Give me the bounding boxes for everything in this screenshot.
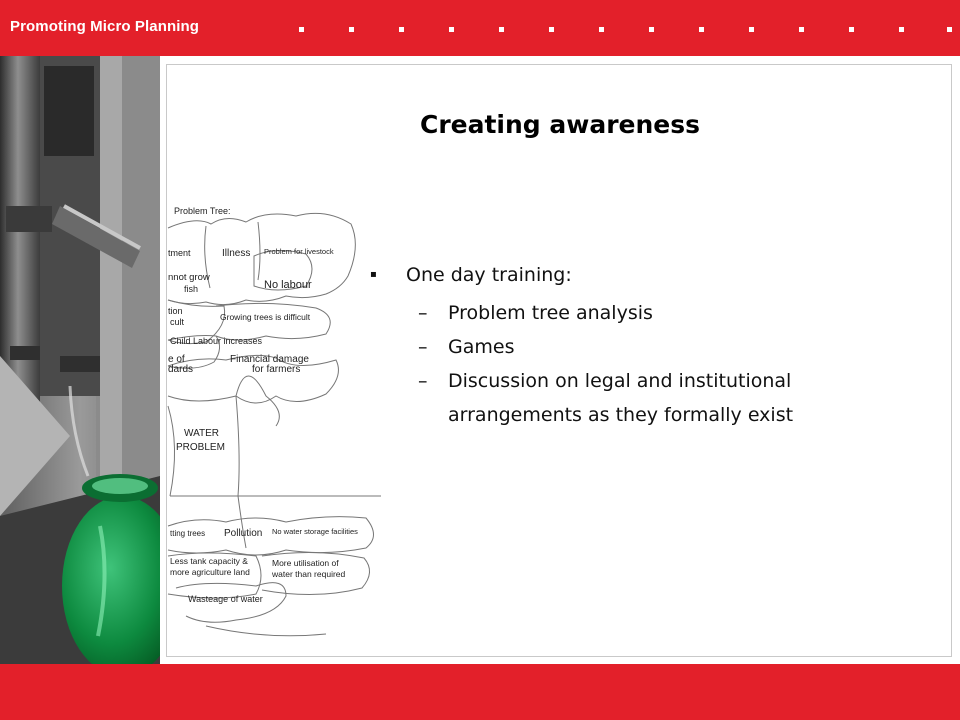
- tree-label-water-than: water than required: [272, 569, 346, 579]
- header-dot: [749, 27, 754, 32]
- tree-label-livestock: Problem for livestock: [264, 247, 334, 256]
- tree-label-more-util: More utilisation of: [272, 558, 339, 568]
- tree-label-for-farmers: for farmers: [252, 364, 301, 375]
- sub-bullet-text: Discussion on legal and institutional: [448, 370, 792, 392]
- tree-label-no-labour: No labour: [264, 279, 312, 291]
- header-dot: [649, 27, 654, 32]
- sub-bullet-continuation: arrangements as they formally exist: [448, 404, 794, 426]
- header-dot: [299, 27, 304, 32]
- tree-label-no-storage: No water storage facilities: [272, 527, 358, 536]
- tree-label-more-agri: more agriculture land: [170, 567, 250, 577]
- header-dot: [399, 27, 404, 32]
- bullet-list: [368, 262, 793, 432]
- tree-label-problem: PROBLEM: [176, 442, 225, 453]
- sub-bullet-marker: –: [418, 370, 428, 392]
- header-dot: [349, 27, 354, 32]
- slide-title: Creating awareness: [419, 110, 701, 139]
- tree-label-wasteage: Wasteage of water: [188, 594, 263, 604]
- water-pump-photo: [0, 56, 160, 664]
- sub-bullet-item: [368, 364, 793, 432]
- tree-label-cannot-grow: nnot grow: [168, 272, 210, 283]
- header-dot: [849, 27, 854, 32]
- footer-bar: [0, 664, 960, 720]
- tree-label-tion: tion: [168, 306, 183, 316]
- header-dot: [899, 27, 904, 32]
- tree-label-e-of: e of: [168, 354, 185, 365]
- sub-bullet-item: [368, 330, 793, 364]
- header-dot: [449, 27, 454, 32]
- header-dot: [699, 27, 704, 32]
- tree-label-illness: Illness: [222, 248, 251, 259]
- bullet-text: One day training:: [406, 264, 572, 286]
- tree-label-growing-trees: Growing trees is difficult: [220, 312, 311, 322]
- sub-bullet-marker: –: [418, 336, 428, 358]
- header-dot: [499, 27, 504, 32]
- bullet-item: [368, 262, 793, 296]
- header-bar: [0, 0, 960, 56]
- tree-label-pollution: Pollution: [224, 528, 263, 539]
- brand-title: Promoting Micro Planning: [10, 18, 200, 35]
- tree-label-water: WATER: [184, 428, 219, 439]
- sub-bullet-marker: –: [418, 302, 428, 324]
- header-dot: [947, 27, 952, 32]
- header-dot: [549, 27, 554, 32]
- tree-label-child-labour: Child Labour increases: [170, 336, 263, 346]
- sub-bullet-item: [368, 296, 793, 330]
- tree-label-tank-capacity: Less tank capacity &: [170, 556, 248, 566]
- bullet-marker: ▪: [370, 269, 377, 280]
- tree-label-dards: dards: [168, 364, 194, 375]
- tree-label-cutting-trees: tting trees: [170, 529, 206, 538]
- header-dot: [799, 27, 804, 32]
- tree-label-financial-damage: Financial damage: [230, 354, 309, 365]
- tree-heading: Problem Tree:: [174, 206, 231, 216]
- tree-label-tment: tment: [168, 248, 191, 258]
- sub-bullet-text: Problem tree analysis: [448, 302, 653, 324]
- tree-label-cult: cult: [170, 317, 185, 327]
- header-dot: [599, 27, 604, 32]
- problem-tree-diagram: [166, 196, 386, 648]
- tree-label-fish: fish: [184, 284, 199, 294]
- sub-bullet-text: Games: [448, 336, 515, 358]
